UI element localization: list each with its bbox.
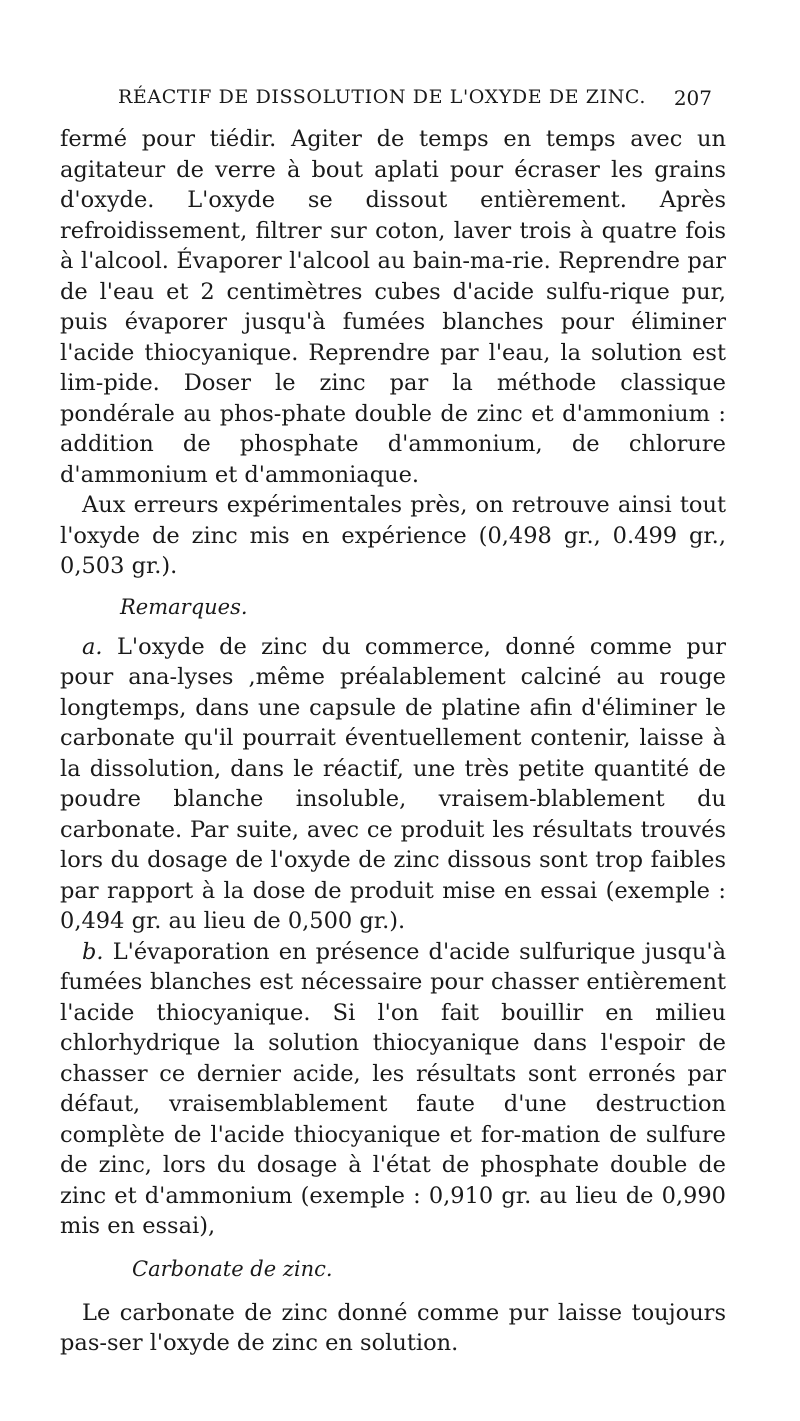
- result-paragraph: Aux erreurs expérimentales près, on retrouve ainsi tout l'oxyde de zinc mis en expérience (0,498 gr., 0.499 gr., 0,503 gr.).: [60, 492, 726, 579]
- carbonate-paragraph: Le carbonate de zinc donné comme pur laisse toujours pas-ser l'oxyde de zinc en solution.: [60, 1299, 726, 1356]
- remarks-heading: Remarques.: [120, 594, 248, 619]
- page-number: 207: [673, 86, 712, 110]
- remark-b-label: b.: [82, 938, 104, 965]
- opening-paragraph: fermé pour tiédir. Agiter de temps en temps avec un agitateur de verre à bout aplati pour écraser les grains d'oxyde. L'oxyde se dissout entièrement. Après refroidissement, filtrer sur coton, laver trois à quatre fois à l'alcool. Évaporer l'alcool au bain-ma-rie. Reprendre par de l'eau et 2 centimètres cubes d'acide sulfu-rique pur, puis évaporer jusqu'à fumées blanches pour éliminer l'acide thiocyanique. Reprendre par l'eau, la solution est lim-pide. Doser le zinc par la méthode classique pondérale au phos-phate double de zinc et d'ammonium : addition de phosphate d'ammonium, de chlorure d'ammonium et d'ammoniaque.: [60, 126, 726, 488]
- running-title: RÉACTIF DE DISSOLUTION DE L'OXYDE DE ZINC.: [118, 86, 647, 108]
- remark-b-text: L'évaporation en présence d'acide sulfurique jusqu'à fumées blanches est nécessaire pour chasser entièrement l'acide thiocyanique. Si l'on fait bouillir en milieu chlorhydrique la solution thiocyanique dans l'espoir de chasser ce dernier acide, les résultats sont erronés par défaut, vraisemblablement faute d'une destruction complète de l'acide thiocyanique et for-mation de sulfure de zinc, lors du dosage à l'état de phosphate double de zinc et d'ammonium (exemple : 0,910 gr. au lieu de 0,990 mis en essai),: [60, 938, 727, 1239]
- body-text: [60, 124, 726, 1359]
- remark-b: [60, 937, 726, 1242]
- carbonate-heading: Carbonate de zinc.: [132, 1256, 333, 1281]
- remark-a: [60, 632, 726, 937]
- remark-a-text: L'oxyde de zinc du commerce, donné comme pur pour ana-lyses ,même préalablement calciné au rouge longtemps, dans une capsule de platine afin d'éliminer le carbonate qu'il pourrait éventuellement contenir, laisse à la dissolution, dans le réactif, une très petite quantité de poudre blanche insoluble, vraisem-blablement du carbonate. Par suite, avec ce produit les résultats trouvés lors du dosage de l'oxyde de zinc dissous sont trop faibles par rapport à la dose de produit mise en essai (exemple : 0,494 gr. au lieu de 0,500 gr.).: [60, 633, 726, 934]
- running-head: [60, 86, 712, 116]
- remark-a-label: a.: [82, 633, 103, 660]
